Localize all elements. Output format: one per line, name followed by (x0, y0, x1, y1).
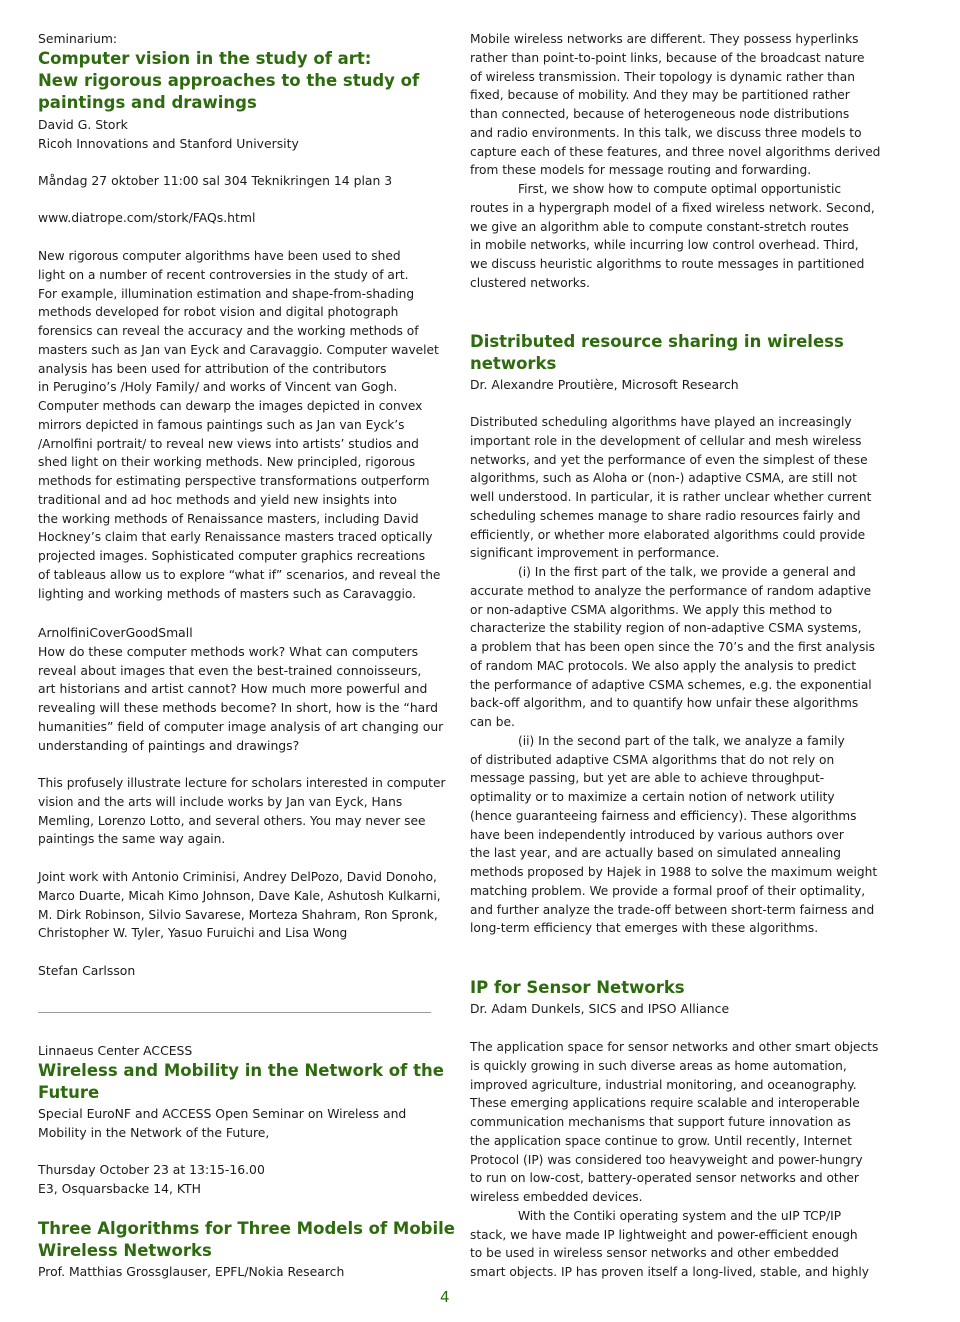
affiliation: Ricoh Innovations and Stanford University (38, 135, 299, 151)
text-line: understanding of paintings and drawings? (38, 737, 300, 753)
seminar-meta (38, 116, 438, 154)
text-line: Joint work with Antonio Criminisi, Andrey DelPozo, David Donoho, (38, 870, 437, 884)
seminar-questions (38, 624, 444, 755)
text-line: analysis has been used for attribution of the contributors (38, 361, 387, 376)
text-line: (ii) In the second part of the talk, we analyze a family (518, 733, 845, 748)
text-line: wireless embedded devices. (470, 1190, 643, 1204)
event-location: E3, Osquarsbacke 14, KTH (38, 1180, 201, 1196)
title-line: Wireless Networks (38, 1241, 212, 1260)
text-line: or non-adaptive CSMA algorithms. We apply this method to (470, 602, 833, 617)
text-line: algorithms, such as Aloha or (non-) adaptive CSMA, are still not (470, 471, 857, 486)
text-line: optimality or to maximize a certain notion of network utility (470, 790, 835, 804)
seminar-url[interactable]: www.diatrope.com/stork/FAQs.html (38, 210, 256, 225)
text-line: Christopher W. Tyler, Yasuo Furuichi and Lisa Wong (38, 926, 348, 941)
text-line: capture each of these features, and three novel algorithms derived (470, 144, 881, 159)
section-divider (38, 1012, 431, 1013)
text-line: from these models for message routing and forwarding. (470, 163, 812, 178)
text-line: important role in the development of cellular and mesh wireless (470, 433, 862, 448)
text-line: significant improvement in performance. (470, 546, 720, 561)
text-line: First, we show how to compute optimal opportunistic (518, 182, 842, 196)
text-line: revealing will these methods become? In short, how is the “hard (38, 700, 439, 715)
text-line: well understood. In particular, it is rather unclear whether current (470, 490, 872, 504)
text-line: long-term efficiency that emerges with these algorithms. (470, 921, 819, 936)
title-line: paintings and drawings (38, 93, 257, 112)
text-line: shed light on their working methods. New principled, rigorous (38, 455, 416, 470)
text-line: Mobility in the Network of the Future, (38, 1124, 270, 1140)
text-line: methods for estimating perspective transformations outperform (38, 474, 430, 488)
title-line: Wireless and Mobility in the Network of the (38, 1061, 444, 1080)
text-line: methods proposed by Hajek in 1988 to solve the maximum weight (470, 865, 878, 879)
text-line: of distributed adaptive CSMA algorithms that do not rely on (470, 752, 835, 767)
text-line: than connected, because of heterogeneous node distributions (470, 107, 850, 121)
seminar-abstract (38, 247, 441, 603)
text-line: Marco Duarte, Micah Kimo Johnson, Dave Kale, Ashutosh Kulkarni, (38, 888, 441, 903)
text-line: is quickly growing in such diverse areas as home automation, (470, 1058, 847, 1073)
text-line: communication mechanisms that support future innovation as (470, 1115, 851, 1129)
seminar-contact: Stefan Carlsson (38, 963, 136, 978)
seminar-title (38, 48, 438, 114)
text-line: matching problem. We provide a formal proof of their optimality, (470, 883, 866, 898)
seminar-joint-work (38, 868, 441, 943)
text-line: How do these computer methods work? What can computers (38, 643, 419, 659)
text-line: routes in a hypergraph model of a fixed wireless network. Second, (470, 200, 875, 215)
title-line: Computer vision in the study of art: (38, 49, 372, 68)
talk1-abstract (470, 30, 881, 293)
image-caption: ArnolfiniCoverGoodSmall (38, 625, 193, 640)
text-line: in Perugino’s /Holy Family/ and works of Vincent van Gogh. (38, 380, 398, 395)
text-line: Memling, Lorenzo Lotto, and several others. You may never see (38, 813, 426, 828)
text-line: vision and the arts will include works by Jan van Eyck, Hans (38, 794, 403, 809)
text-line: With the Contiki operating system and the uIP TCP/IP (518, 1208, 842, 1223)
talk2-speaker: Dr. Alexandre Proutière, Microsoft Research (470, 377, 739, 392)
text-line: smart objects. IP has proven itself a long-lived, stable, and highly (470, 1265, 869, 1279)
talk2-abstract (470, 413, 878, 938)
text-line: have been independently introduced by various authors over (470, 827, 844, 842)
text-line: humanities” field of computer image analysis of art changing our (38, 718, 444, 734)
event-date: Thursday October 23 at 13:15-16.00 (38, 1162, 265, 1177)
text-line: (hence guaranteeing fairness and efficiency). These algorithms (470, 808, 857, 823)
text-line: the performance of adaptive CSMA schemes, e.g. the exponential (470, 677, 872, 692)
text-line: message passing, but yet are able to achieve throughput- (470, 771, 825, 786)
text-line: back-off algorithm, and to quantify how unfair these algorithms (470, 696, 859, 711)
text-line: of tableaus allow us to explore “what if” scenarios, and reveal the (38, 567, 441, 582)
text-line: to be used in wireless sensor networks and other embedded (470, 1246, 839, 1261)
text-line: masters such as Jan van Eyck and Caravaggio. Computer wavelet (38, 342, 439, 357)
text-line: These emerging applications require scalable and interoperable (470, 1096, 860, 1111)
text-line: a problem that has been open since the 70’s and the first analysis (470, 640, 876, 654)
text-line: reveal about images that even the best-trained connoisseurs, (38, 662, 422, 678)
text-line: the working methods of Renaissance masters, including David (38, 511, 419, 526)
text-line: projected images. Sophisticated computer graphics recreations (38, 549, 426, 563)
text-line: Mobile wireless networks are different. They possess hyperlinks (470, 32, 859, 46)
title-line: Future (38, 1083, 100, 1102)
text-line: efficiently, or whether more elaborated algorithms could provide (470, 527, 866, 542)
text-line: Protocol (IP) was considered too heavyweight and power-hungry (470, 1152, 863, 1167)
text-line: fixed, because of mobility. And they may be partitioned rather (470, 88, 850, 103)
text-line: networks, and yet the performance of even the simplest of these (470, 452, 868, 467)
text-line: New rigorous computer algorithms have been used to shed (38, 249, 401, 263)
text-line: characterize the stability region of non-adaptive CSMA systems, (470, 621, 862, 636)
text-line: the application space continue to grow. Until recently, Internet (470, 1133, 852, 1148)
text-line: improved agriculture, industrial monitoring, and oceanography. (470, 1077, 857, 1092)
text-line: Distributed scheduling algorithms have played an increasingly (470, 415, 852, 429)
talk3-title: IP for Sensor Networks (470, 978, 685, 997)
text-line: This profusely illustrate lecture for scholars interested in computer (38, 776, 446, 790)
text-line: light on a number of recent controversies in the study of art. (38, 267, 409, 282)
access-when-where (38, 1161, 438, 1199)
text-line: Special EuroNF and ACCESS Open Seminar on Wireless and (38, 1106, 407, 1121)
text-line: accurate method to analyze the performance of random adaptive (470, 583, 872, 598)
text-line: scheduling schemes manage to share radio resources fairly and (470, 508, 861, 523)
text-line: stack, we have made IP lightweight and power-efficient enough (470, 1227, 858, 1242)
title-line: Three Algorithms for Three Models of Mobile (38, 1219, 455, 1238)
text-line: and radio environments. In this talk, we discuss three models to (470, 125, 862, 140)
talk1-speaker: Prof. Matthias Grossglauser, EPFL/Nokia Research (38, 1264, 345, 1279)
talk1-title (38, 1218, 455, 1262)
text-line: we give an algorithm able to compute constant-stretch routes (470, 219, 849, 234)
text-line: rather than point-to-point links, because of the broadcast nature (470, 50, 865, 65)
title-line: Distributed resource sharing in wireless (470, 332, 844, 351)
text-line: The application space for sensor networks and other smart objects (470, 1040, 879, 1054)
text-line: in mobile networks, while incurring low control overhead. Third, (470, 238, 859, 253)
text-line: Computer methods can dewarp the images depicted in convex (38, 399, 423, 413)
text-line: methods developed for robot vision and digital photograph (38, 305, 399, 320)
text-line: can be. (470, 715, 515, 729)
text-line: to run on low-cost, battery-operated sensor networks and other (470, 1171, 859, 1186)
seminar-audience (38, 774, 446, 849)
text-line: of wireless transmission. Their topology is dynamic rather than (470, 69, 855, 84)
page-number: 4 (440, 1288, 450, 1306)
text-line: traditional and ad hoc methods and yield new insights into (38, 492, 397, 507)
title-line: New rigorous approaches to the study of (38, 71, 420, 90)
text-line: lighting and working methods of masters such as Caravaggio. (38, 586, 417, 601)
text-line: Hockney’s claim that early Renaissance masters traced optically (38, 530, 433, 545)
text-line: forensics can reveal the accuracy and the working methods of (38, 324, 419, 338)
text-line: the last year, and are actually based on simulated annealing (470, 846, 841, 861)
access-title (38, 1060, 444, 1104)
access-subtitle (38, 1105, 438, 1143)
access-label: Linnaeus Center ACCESS (38, 1043, 193, 1058)
text-line: clustered networks. (470, 275, 591, 290)
text-line: paintings the same way again. (38, 832, 226, 847)
seminar-label: Seminarium: (38, 31, 118, 46)
text-line: M. Dirk Robinson, Silvio Savarese, Morteza Shahram, Ron Spronk, (38, 907, 438, 922)
text-line: art historians and artist cannot? How much more powerful and (38, 681, 428, 697)
author: David G. Stork (38, 117, 128, 132)
text-line: For example, illumination estimation and shape-from-shading (38, 286, 415, 301)
talk2-title (470, 331, 870, 375)
talk3-abstract (470, 1038, 879, 1282)
text-line: we discuss heuristic algorithms to route messages in partitioned (470, 257, 865, 271)
seminar-datetime: Måndag 27 oktober 11:00 sal 304 Teknikringen 14 plan 3 (38, 173, 393, 188)
text-line: mirrors depicted in famous paintings such as Jan van Eyck’s (38, 417, 405, 432)
text-line: of random MAC protocols. We also apply the analysis to predict (470, 658, 857, 673)
title-line: networks (470, 354, 557, 373)
text-line: and further analyze the trade-off between short-term fairness and (470, 902, 875, 917)
text-line: (i) In the first part of the talk, we provide a general and (518, 565, 856, 579)
text-line: /Arnolfini portrait/ to reveal new views into artists’ studios and (38, 436, 419, 451)
talk3-speaker: Dr. Adam Dunkels, SICS and IPSO Alliance (470, 1001, 730, 1016)
